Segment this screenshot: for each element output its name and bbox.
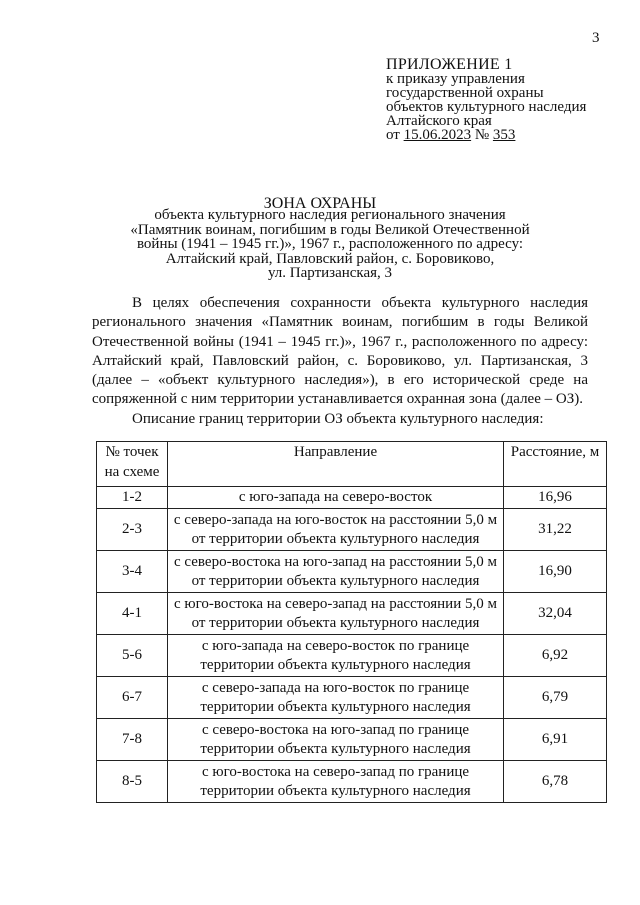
zone-subtitle-line: объекта культурного наследия регионального значения bbox=[154, 207, 506, 223]
cell-distance: 6,78 bbox=[504, 761, 607, 803]
table-row bbox=[97, 593, 607, 635]
order-number: 353 bbox=[492, 127, 516, 143]
zone-title: ЗОНА ОХРАНЫ bbox=[263, 195, 377, 212]
cell-points: 6-7 bbox=[97, 677, 168, 719]
header-direction: Направление bbox=[168, 442, 504, 487]
cell-direction: с северо-востока на юго-запад по границе территории объекта культурного наследия bbox=[168, 719, 504, 761]
cell-points: 8-5 bbox=[97, 761, 168, 803]
appendix-line: государственной охраны bbox=[386, 85, 544, 101]
table-row bbox=[97, 509, 607, 551]
cell-distance: 6,91 bbox=[504, 719, 607, 761]
cell-direction: с северо-запада на юго-восток на расстоянии 5,0 м от территории объекта культурного наследия bbox=[168, 509, 504, 551]
table-row bbox=[97, 677, 607, 719]
appendix-line: к приказу управления bbox=[386, 71, 525, 87]
cell-direction: с юго-востока на северо-запад на расстоянии 5,0 м от территории объекта культурного наследия bbox=[168, 593, 504, 635]
cell-direction: с юго-запада на северо-восток по границе территории объекта культурного наследия bbox=[168, 635, 504, 677]
appendix-block bbox=[386, 58, 586, 142]
body-paragraph: В целях обеспечения сохранности объекта культурного наследия регионального значения «Памятник воинам, погибшим в годы Великой Отечественной войны (1941 – 1945 гг.)», 1967 г., расположенного по адресу: Алтайский край, Павловский район, с. Боровиково, ул. Партизанская, 3 (далее – «объект культурного наследия»), в его исторической среде на сопряженной с ним территории устанавливается охранная зона (далее – ОЗ). bbox=[92, 295, 588, 408]
table-row bbox=[97, 761, 607, 803]
cell-distance: 6,92 bbox=[504, 635, 607, 677]
cell-points: 3-4 bbox=[97, 551, 168, 593]
zone-subtitle-line: Алтайский край, Павловский район, с. Боровиково, bbox=[165, 250, 495, 267]
cell-direction: с юго-востока на северо-запад по границе территории объекта культурного наследия bbox=[168, 761, 504, 803]
header-distance: Расстояние, м bbox=[504, 442, 607, 487]
number-sign: № bbox=[474, 127, 490, 143]
order-date-line bbox=[386, 128, 586, 142]
date-prefix: от bbox=[386, 127, 400, 143]
table-caption: Описание границ территории ОЗ объекта культурного наследия: bbox=[132, 411, 544, 427]
order-date: 15.06.2023 bbox=[403, 127, 472, 143]
cell-points: 2-3 bbox=[97, 509, 168, 551]
appendix-line: Алтайского края bbox=[386, 113, 492, 129]
cell-distance: 32,04 bbox=[504, 593, 607, 635]
zone-subtitle-line: «Памятник воинам, погибшим в годы Великой Отечественной bbox=[130, 221, 530, 238]
cell-points: 1-2 bbox=[97, 487, 168, 509]
cell-points: 5-6 bbox=[97, 635, 168, 677]
appendix-title: ПРИЛОЖЕНИЕ 1 bbox=[386, 56, 513, 73]
zone-subtitle-line: войны (1941 – 1945 гг.)», 1967 г., расположенного по адресу: bbox=[136, 236, 524, 252]
table-row bbox=[97, 487, 607, 509]
cell-distance: 6,79 bbox=[504, 677, 607, 719]
appendix-line: объектов культурного наследия bbox=[386, 99, 587, 115]
body-text bbox=[92, 294, 588, 410]
cell-direction: с юго-запада на северо-восток bbox=[168, 487, 504, 509]
cell-distance: 16,90 bbox=[504, 551, 607, 593]
header-points: № точек на схеме bbox=[97, 442, 168, 487]
cell-direction: с северо-запада на юго-восток по границе территории объекта культурного наследия bbox=[168, 677, 504, 719]
table-row bbox=[97, 719, 607, 761]
cell-distance: 16,96 bbox=[504, 487, 607, 509]
cell-distance: 31,22 bbox=[504, 509, 607, 551]
table-header-row bbox=[97, 442, 607, 487]
table-row bbox=[97, 551, 607, 593]
cell-direction: с северо-востока на юго-запад на расстоянии 5,0 м от территории объекта культурного наследия bbox=[168, 551, 504, 593]
table-row bbox=[97, 635, 607, 677]
cell-points: 7-8 bbox=[97, 719, 168, 761]
zone-subtitle bbox=[120, 208, 540, 281]
boundaries-table bbox=[96, 441, 607, 803]
page-number: 3 bbox=[592, 30, 600, 46]
zone-subtitle-line: ул. Партизанская, 3 bbox=[267, 265, 393, 281]
cell-points: 4-1 bbox=[97, 593, 168, 635]
